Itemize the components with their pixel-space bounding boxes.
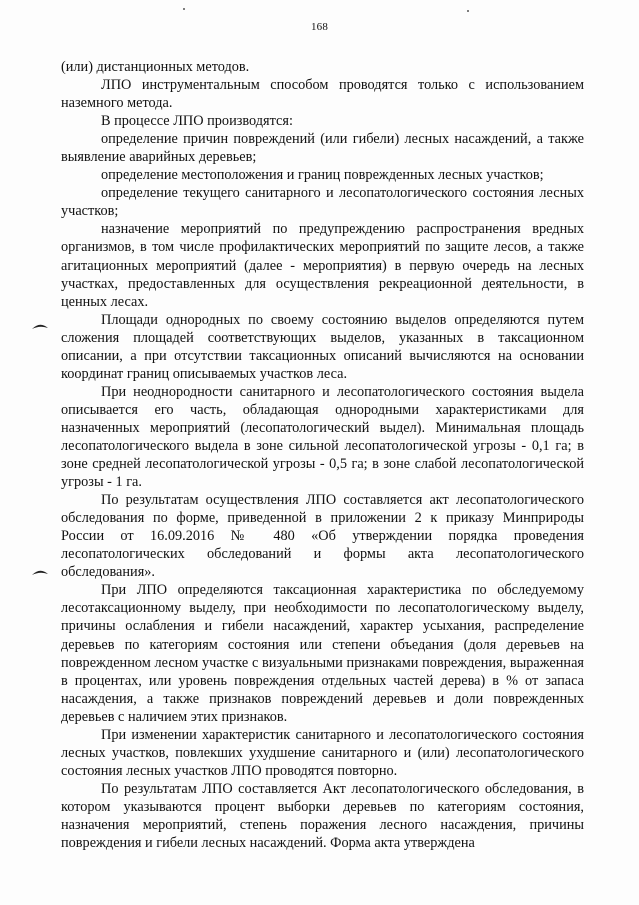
paragraph: определение местоположения и границ поврежденных лесных участков; xyxy=(101,167,544,184)
paragraph: При неоднородности санитарного и лесопатологического состояния выдела описывается его часть, обладающая однородными характеристиками для назначенных мероприятий (лесопатологический выдел). Минимальная площадь лесопатологического выдела в зоне сильной лесопатологической угрозы - 0,1 га; в зоне средней лесопатологической угрозы - 0,5 га; в зоне слабой лесопатологической угрозы - 1 га. xyxy=(61,383,584,491)
paragraph: Площади однородных по своему состоянию выделов определяются путем сложения площадей соответствующих выделов, указанных в таксационном описании, а при отсутствии таксационных описаний вычисляются на основании координат границ описываемых участков леса. xyxy=(61,311,584,382)
paragraph: ЛПО инструментальным способом проводятся только с использованием наземного метода. xyxy=(61,77,584,112)
paragraph: назначение мероприятий по предупреждению распространения вредных организмов, в том числе профилактических мероприятий по защите лесов, а также агитационных мероприятий (далее - мероприятия) в первую очередь на лесных участках, предоставленных для осуществления рекреационной деятельности, в ценных лесах. xyxy=(61,221,584,310)
paragraph: В процессе ЛПО производятся: xyxy=(101,113,293,130)
paragraph: При ЛПО определяются таксационная характеристика по обследуемому лесотаксационному выделу, при необходимости по лесопатологическому выделу, причины ослабления и гибели насаждений, характер усыхания, распределение деревьев по категориям состояния или степени объедания (доля деревьев на поврежденном лесном участке с визуальными признаками повреждения, выраженная в процентах, или уровень повреждения отдельных частей дерева) в % от запаса насаждения, а также признаков повреждений деревьев и доли поврежденных деревьев с наличием этих признаков. xyxy=(61,582,584,725)
binder-hole-mark xyxy=(31,568,49,576)
binder-hole-mark xyxy=(31,322,49,330)
paragraph: (или) дистанционных методов. xyxy=(61,59,250,75)
paragraph: При изменении характеристик санитарного и лесопатологического состояния лесных участков, повлекших ухудшение санитарного и (или) лесопатологического состояния лесных участков ЛПО проводятся повторно. xyxy=(61,726,584,779)
paragraph: По результатам осуществления ЛПО составляется акт лесопатологического обследования по форме, приведенной в приложении 2 к приказу Минприроды России от 16.09.2016 № 480 «Об утверждении порядка проведения лесопатологических обследований и формы акта лесопатологического обследования». xyxy=(61,492,584,581)
paragraph: определение причин повреждений (или гибели) лесных насаждений, а также выявление аварийных деревьев; xyxy=(61,131,584,166)
page-number: 168 xyxy=(310,21,329,33)
body-text xyxy=(61,58,584,852)
scan-speck xyxy=(183,8,185,10)
paragraph: По результатам ЛПО составляется Акт лесопатологического обследования, в котором указываются процент выборки деревьев по категориям состояния, назначения мероприятий, степень поражения лесного насаждения, причины повреждения и гибели лесных насаждений. Форма акта утверждена xyxy=(61,780,584,852)
paragraph: определение текущего санитарного и лесопатологического состояния лесных участков; xyxy=(61,185,584,220)
scan-speck xyxy=(467,10,469,12)
